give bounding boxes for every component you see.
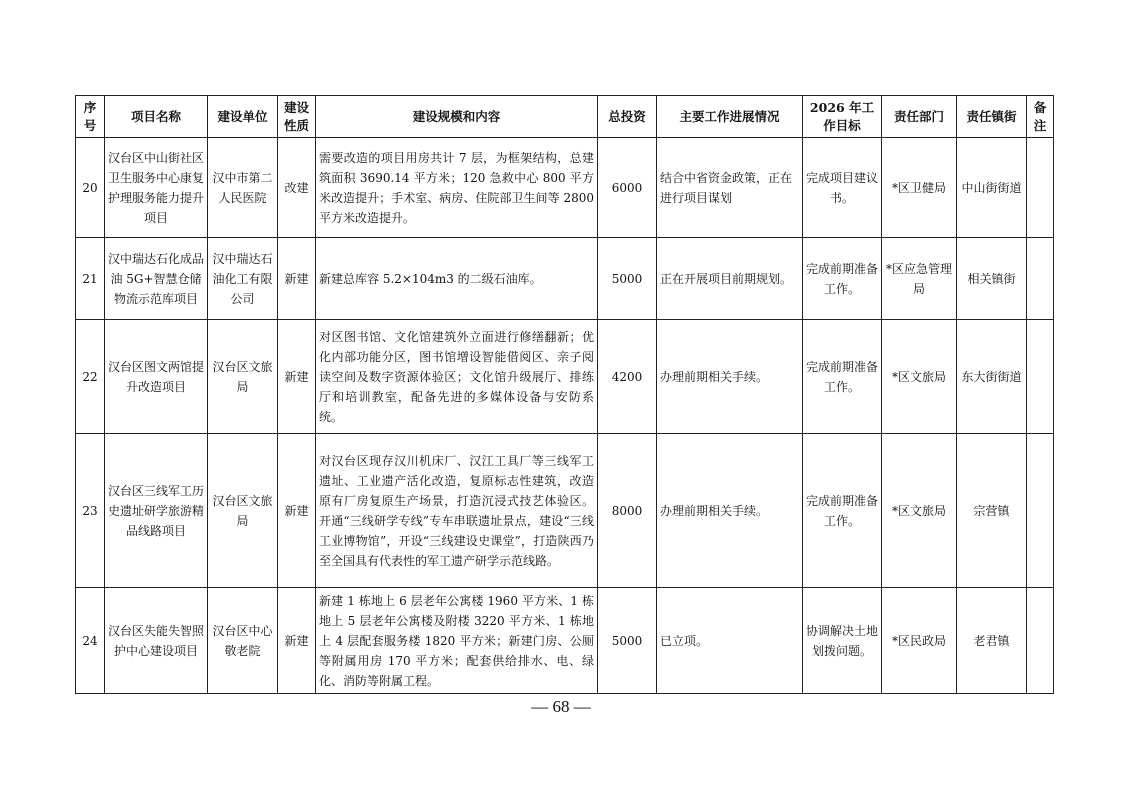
page-number: — 68 — xyxy=(531,697,591,716)
cell-note xyxy=(1027,320,1054,434)
cell-target: 完成项目建议书。 xyxy=(803,138,882,238)
cell-investment: 8000 xyxy=(598,434,657,588)
cell-no: 22 xyxy=(76,320,105,434)
header-note: 备注 xyxy=(1027,96,1054,138)
cell-no: 24 xyxy=(76,588,105,694)
cell-dept: *区卫健局 xyxy=(882,138,957,238)
table-row xyxy=(76,434,1054,588)
header-scope: 建设规模和内容 xyxy=(316,96,598,138)
cell-investment: 5000 xyxy=(598,588,657,694)
project-table xyxy=(75,95,1054,694)
cell-unit: 汉中瑞达石油化工有限公司 xyxy=(208,238,278,320)
header-no: 序号 xyxy=(76,96,105,138)
cell-no: 23 xyxy=(76,434,105,588)
header-target: 2026 年工作目标 xyxy=(803,96,882,138)
cell-name: 汉台区三线军工历史遗址研学旅游精品线路项目 xyxy=(105,434,208,588)
header-name: 项目名称 xyxy=(105,96,208,138)
cell-nature: 新建 xyxy=(278,434,316,588)
cell-scope: 对汉台区现存汉川机床厂、汉江工具厂等三线军工遗址、工业遗产活化改造，复原标志性建筑，改造原有厂房复原生产场景，打造沉浸式技艺体验区。开通“三线研学专线”专车串联遗址景点，建设“三线工业博物馆”，开设“三线建设史课堂”，打造陕西乃至全国具有代表性的军工遗产研学示范线路。 xyxy=(316,434,598,588)
cell-unit: 汉台区文旅局 xyxy=(208,320,278,434)
cell-town: 老君镇 xyxy=(957,588,1027,694)
cell-investment: 6000 xyxy=(598,138,657,238)
cell-town: 中山街街道 xyxy=(957,138,1027,238)
header-nature: 建设性质 xyxy=(278,96,316,138)
cell-dept: *区民政局 xyxy=(882,588,957,694)
cell-progress: 正在开展项目前期规划。 xyxy=(657,238,803,320)
cell-unit: 汉台区文旅局 xyxy=(208,434,278,588)
cell-dept: *区文旅局 xyxy=(882,434,957,588)
cell-target: 协调解决土地划拨问题。 xyxy=(803,588,882,694)
table-row xyxy=(76,238,1054,320)
cell-name: 汉台区中山街社区卫生服务中心康复护理服务能力提升项目 xyxy=(105,138,208,238)
cell-town: 相关镇街 xyxy=(957,238,1027,320)
cell-name: 汉台区失能失智照护中心建设项目 xyxy=(105,588,208,694)
cell-progress: 已立项。 xyxy=(657,588,803,694)
cell-unit: 汉台区中心敬老院 xyxy=(208,588,278,694)
cell-nature: 新建 xyxy=(278,320,316,434)
header-progress: 主要工作进展情况 xyxy=(657,96,803,138)
cell-nature: 新建 xyxy=(278,238,316,320)
cell-progress: 结合中省资金政策，正在进行项目谋划 xyxy=(657,138,803,238)
cell-town: 东大街街道 xyxy=(957,320,1027,434)
cell-note xyxy=(1027,138,1054,238)
cell-note xyxy=(1027,434,1054,588)
cell-target: 完成前期准备工作。 xyxy=(803,238,882,320)
cell-town: 宗营镇 xyxy=(957,434,1027,588)
cell-note xyxy=(1027,238,1054,320)
header-investment: 总投资 xyxy=(598,96,657,138)
cell-unit: 汉中市第二人民医院 xyxy=(208,138,278,238)
cell-nature: 新建 xyxy=(278,588,316,694)
cell-scope: 新建 1 栋地上 6 层老年公寓楼 1960 平方米、1 栋地上 5 层老年公寓楼及附楼 3220 平方米、1 栋地上 4 层配套服务楼 1820 平方米；新建门房、公厕等附属用房 170 平方米；配套供给排水、电、绿化、消防等附属工程。 xyxy=(316,588,598,694)
cell-progress: 办理前期相关手续。 xyxy=(657,434,803,588)
cell-scope: 对区图书馆、文化馆建筑外立面进行修缮翻新；优化内部功能分区，图书馆增设智能借阅区、亲子阅读空间及数字资源体验区；文化馆升级展厅、排练厅和培训教室，配备先进的多媒体设备与安防系统。 xyxy=(316,320,598,434)
header-dept: 责任部门 xyxy=(882,96,957,138)
cell-name: 汉台区图文两馆提升改造项目 xyxy=(105,320,208,434)
cell-name: 汉中瑞达石化成品油 5G+智慧仓储物流示范库项目 xyxy=(105,238,208,320)
cell-dept: *区应急管理局 xyxy=(882,238,957,320)
table-row xyxy=(76,588,1054,694)
cell-progress: 办理前期相关手续。 xyxy=(657,320,803,434)
cell-investment: 4200 xyxy=(598,320,657,434)
cell-nature: 改建 xyxy=(278,138,316,238)
header-town: 责任镇街 xyxy=(957,96,1027,138)
cell-note xyxy=(1027,588,1054,694)
cell-scope: 需要改造的项目用房共计 7 层，为框架结构，总建筑面积 3690.14 平方米；120 急救中心 800 平方米改造提升；手术室、病房、住院部卫生间等 2800 平方米改造提升。 xyxy=(316,138,598,238)
cell-dept: *区文旅局 xyxy=(882,320,957,434)
cell-no: 20 xyxy=(76,138,105,238)
header-unit: 建设单位 xyxy=(208,96,278,138)
table-row xyxy=(76,320,1054,434)
table-header-row xyxy=(76,96,1054,138)
cell-scope: 新建总库容 5.2×104m3 的二级石油库。 xyxy=(316,238,598,320)
cell-target: 完成前期准备工作。 xyxy=(803,320,882,434)
cell-no: 21 xyxy=(76,238,105,320)
cell-investment: 5000 xyxy=(598,238,657,320)
table-row xyxy=(76,138,1054,238)
cell-target: 完成前期准备工作。 xyxy=(803,434,882,588)
